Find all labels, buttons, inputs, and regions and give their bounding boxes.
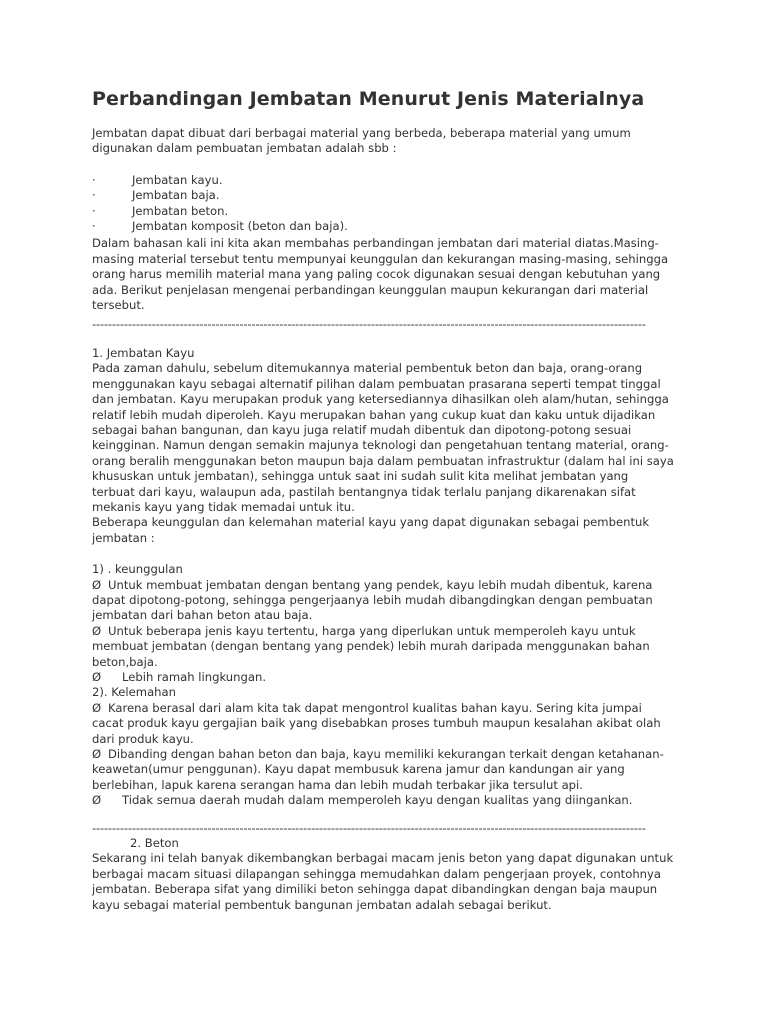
kelemahan-text: Dibanding dengan bahan beton dan baja, kayu memiliki kekurangan terkait dengan ketahanan-keawetan(umur penggunan). Kayu dapat membusuk karena jamur dan kandungan air yang berlebihan, lapuk karena serangan hama dan lebih mudah terbakar jika tersulut api. [92,747,664,792]
kelemahan-heading: 2). Kelemahan [92,685,176,700]
kelemahan-item [92,793,674,808]
list-item [92,204,674,219]
spacer [92,333,674,346]
spacer [92,546,674,562]
arrow-mark-icon: Ø [92,747,102,762]
material-list [92,173,674,235]
keunggulan-text: Untuk membuat jembatan dengan bentang yang pendek, kayu lebih mudah dibentuk, karena dapat dipotong-potong, sehingga pengerjaanya lebih mudah dibangdingkan dengan pembuatan jembatan dari bahan beton atau baja. [92,577,653,623]
intro-paragraph: Jembatan dapat dibuat dari berbagai material yang berbeda, beberapa material yang umum digunakan dalam pembuatan jembatan adalah sbb : [92,126,631,156]
spacer [92,157,674,173]
list-item [92,219,674,234]
kayu-paragraph: Pada zaman dahulu, sebelum ditemukannya material pembentuk beton dan baja, orang-orang menggunakan kayu sebagai alternatif pilihan dalam pembuatan prasarana seperti tempat tinggal dan jembatan. Kayu merupakan produk yang ketersediannya dihasilkan oleh alam/hutan, sehingga relatif lebih mudah diperoleh. Kayu merupakan bahan yang cukup kuat dan kaku untuk dijadikan sebagai bahan bangunan, dan kayu juga relatif mudah dibentuk dan dipotong-potong sesuai keingginan. Namun dengan semakin majunya teknologi dan pengetahuan tentang material, orang-orang beralih menggunakan beton maupun baja dalam pembuatan infrastruktur (dalam hal ini saya khususkan untuk jembatan), sehingga untuk saat ini sudah sulit kita melihat jembatan yang terbuat dari kayu, walaupun ada, pastilah bentangnya tidak terlalu panjang dikarenakan sifat mekanis kayu yang tidak memadai untuk itu. [92,361,674,514]
bullet-icon: · [92,219,96,234]
keunggulan-text: Lebih ramah lingkungan. [122,670,267,684]
kelemahan-item [92,747,674,793]
bullet-icon: · [92,188,96,203]
section-heading-kayu: 1. Jembatan Kayu [92,345,195,360]
arrow-mark-icon: Ø [92,623,102,638]
arrow-mark-icon: Ø [92,670,102,684]
keunggulan-text: Untuk beberapa jenis kayu tertentu, harga yang diperlukan untuk memperoleh kayu untuk membuat jembatan (dengan bentang yang pendek) lebih murah daripada menggunakan bahan beton,baja. [92,623,650,669]
section-heading-beton: 2. Beton [130,836,179,851]
kelemahan-text: Tidak semua daerah mudah dalam memperoleh kayu dengan kualitas yang diingankan. [122,793,633,808]
discussion-paragraph: Dalam bahasan kali ini kita akan membahas perbandingan jembatan dari material diatas.Masing-masing material tersebut tentu mempunyai keunggulan dan kekurangan masing-masing, sehingga orang harus memilih material mana yang paling cocok digunakan sesuai dengan kebutuhan yang ada. Berikut penjelasan mengenai perbandingan keunggulan maupun kekurangan dari material tersebut. [92,236,669,313]
beton-paragraph: Sekarang ini telah banyak dikembangkan berbagai macam jenis beton yang dapat digunakan untuk berbagai macam situasi dilapangan sehingga memudahkan dalam pengerjaan proyek, contohnya jembatan. Beberapa sifat yang dimiliki beton sehingga dapat dibandingkan dengan baja maupun kayu sebagai material pembentuk bangunan jembatan adalah sebagai berikut. [92,851,674,912]
keunggulan-item [92,624,674,670]
arrow-mark-icon: Ø [92,700,102,715]
arrow-mark-icon: Ø [92,793,102,808]
keunggulan-item [92,578,674,624]
page-title: Perbandingan Jembatan Menurut Jenis Materialnya [92,88,645,110]
list-item-label: Jembatan beton. [132,203,229,218]
list-item-label: Jembatan baja. [132,188,220,203]
arrow-mark-icon: Ø [92,577,102,592]
list-item-label: Jembatan komposit (beton dan baja). [132,219,348,234]
kelemahan-item [92,701,674,747]
bullet-icon: · [92,203,96,218]
keunggulan-item [92,670,674,685]
divider: ------------------------------------------------------------------------------------------------------------------------------------------- [92,820,646,835]
keunggulan-heading: 1) . keunggulan [92,562,183,577]
bullet-icon: · [92,172,96,187]
kelemahan-text: Karena berasal dari alam kita tak dapat mengontrol kualitas bahan kayu. Sering kita jumpai cacat produk kayu gergajian baik yang disebabkan proses tumbuh maupun kesalahan akibat olah dari produk kayu. [92,700,661,746]
list-item [92,188,674,203]
list-item [92,173,674,188]
kayu-lead-paragraph: Beberapa keunggulan dan kelemahan material kayu yang dapat digunakan sebagai pembentuk jembatan : [92,515,650,545]
divider: ------------------------------------------------------------------------------------------------------------------------------------------- [92,317,646,332]
list-item-label: Jembatan kayu. [132,172,223,187]
